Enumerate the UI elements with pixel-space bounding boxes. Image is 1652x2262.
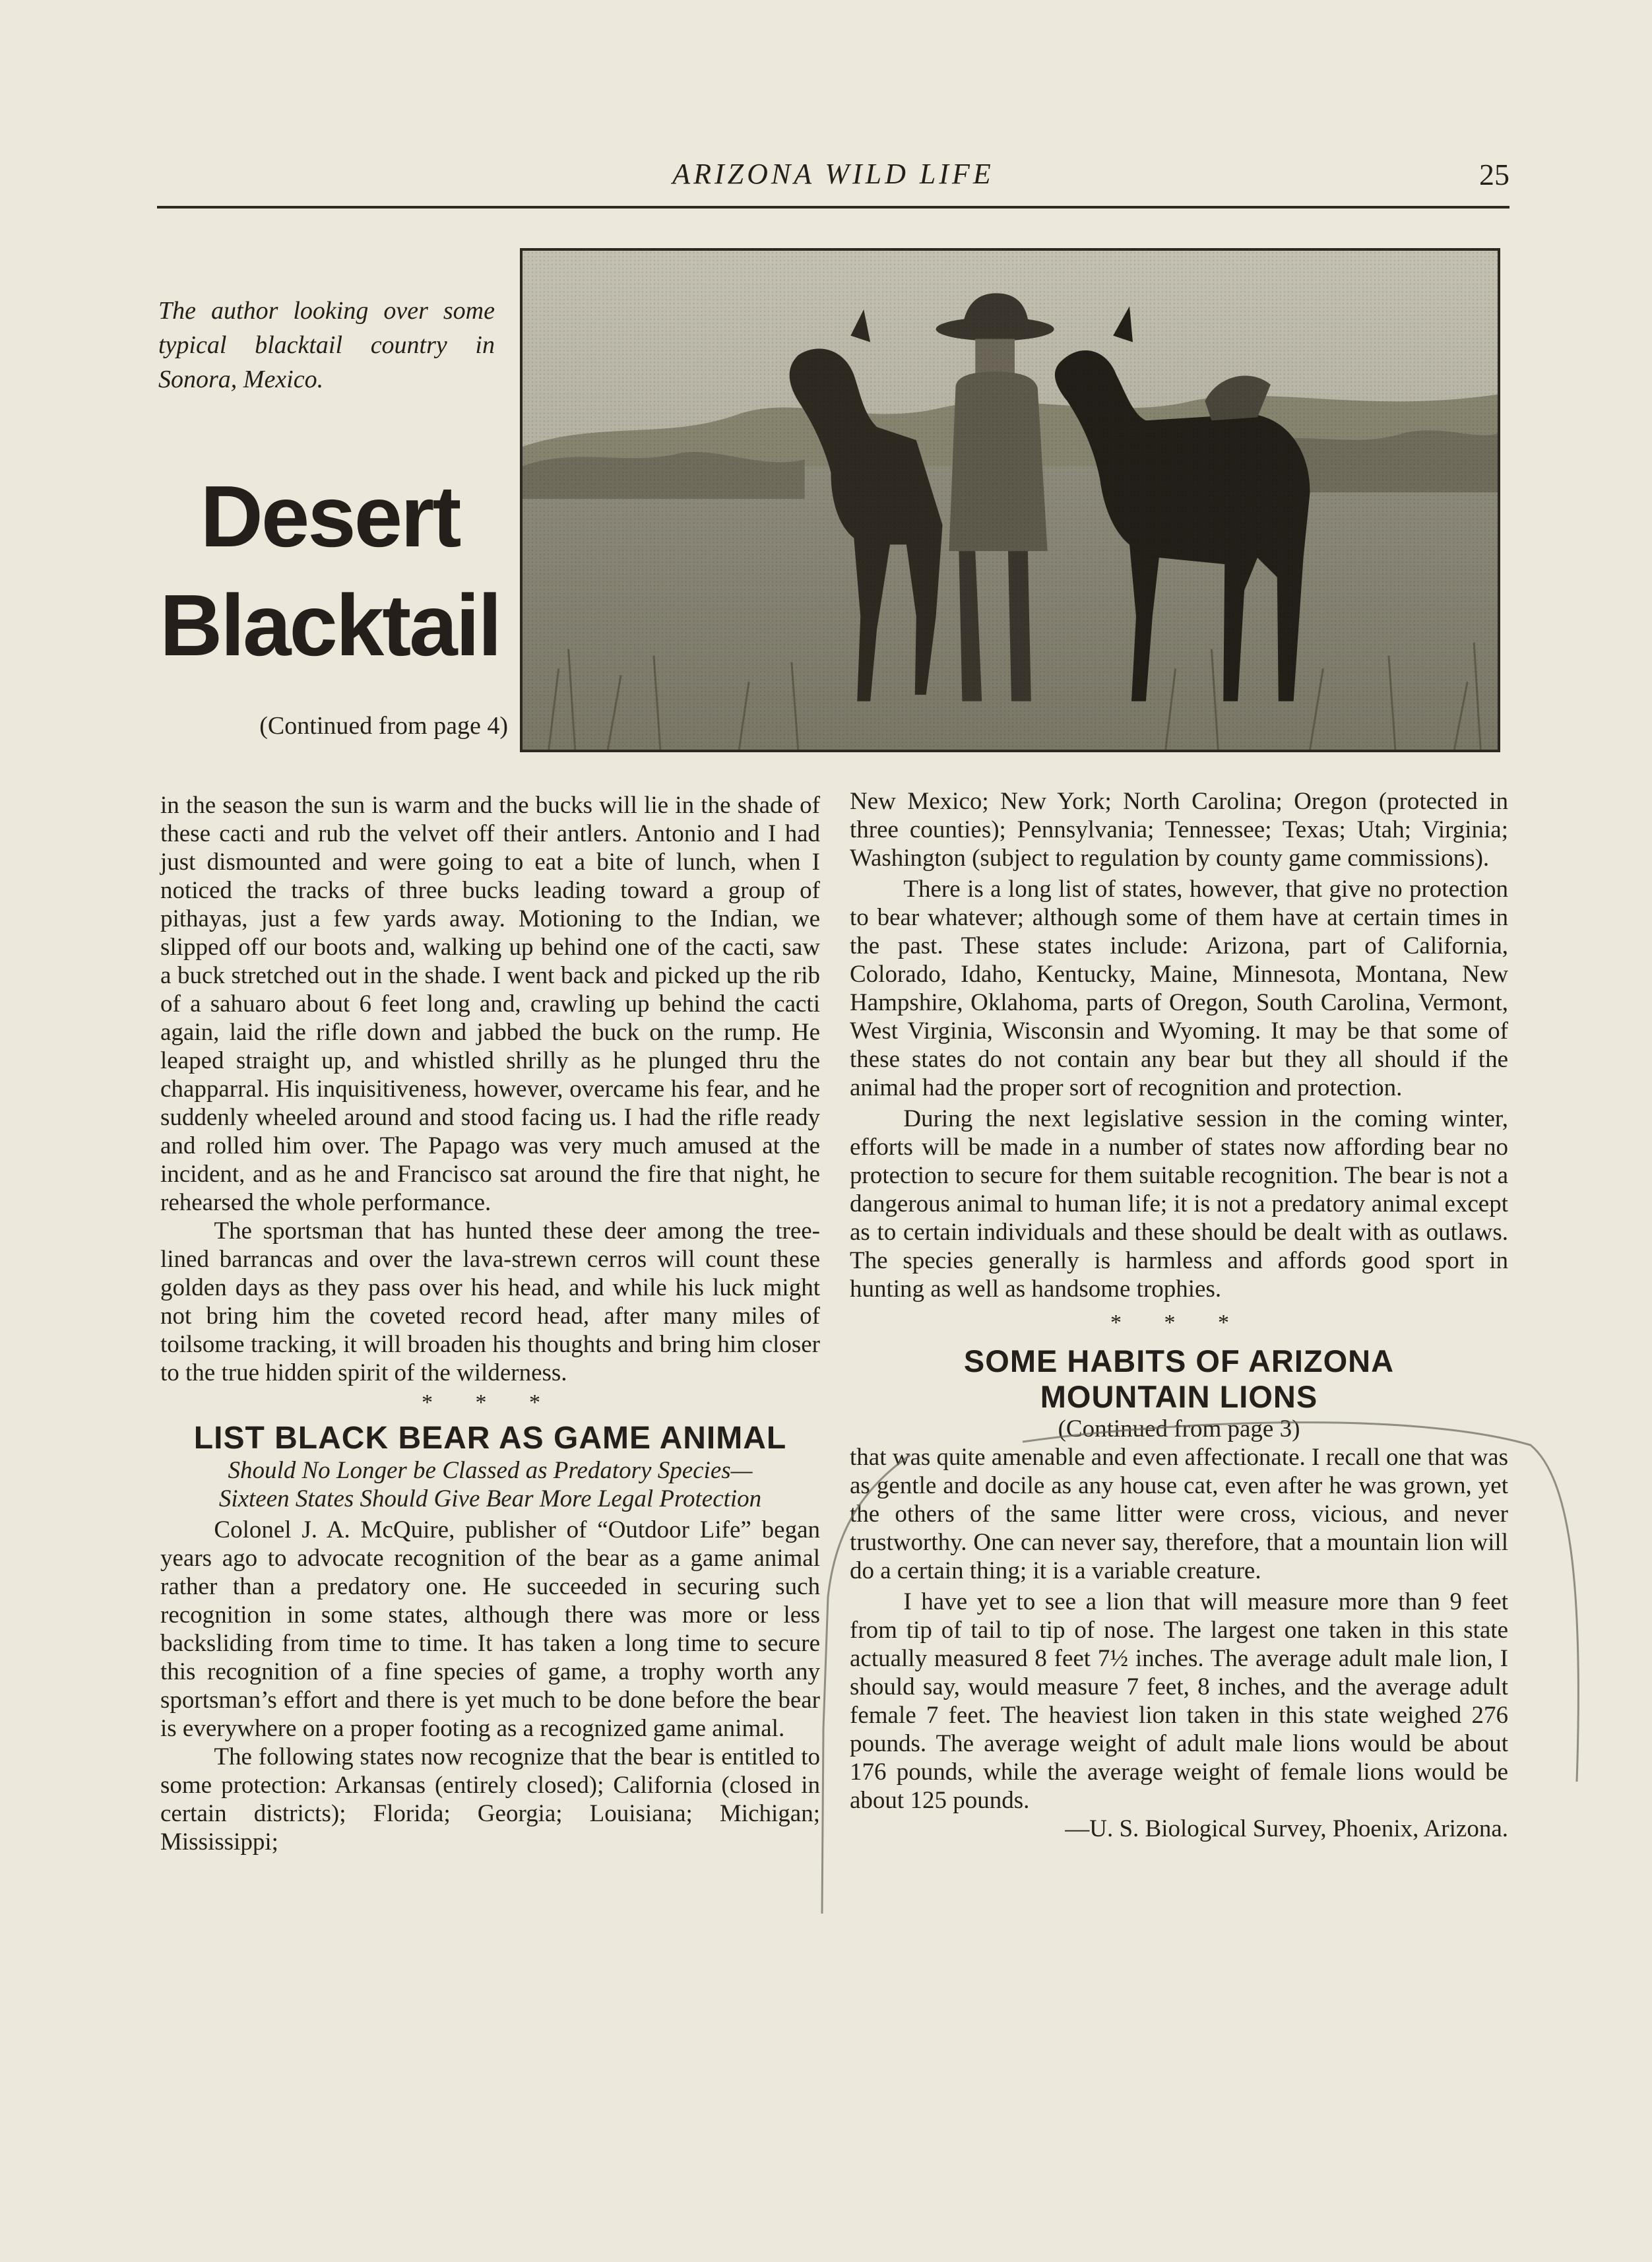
body-paragraph: Colonel J. A. McQuire, publisher of “Outdoor Life” began years ago to advocate recognition of the bear as a game animal rather than a predatory one. He succeeded in securing such recognition in some states, although there was more or less backsliding from time to time. It has taken a long time to secure this recognition of a fine species of game, a trophy worth any sportsman’s effort and there is yet much to be done before the bear is everywhere on a proper footing as a recognized game animal. — [160, 1516, 820, 1742]
section-subheading: Should No Longer be Classed as Predatory Species— Sixteen States Should Give Bear More Legal Protection — [218, 1457, 762, 1512]
right-column — [850, 787, 1508, 1843]
section-heading-line-2: MOUNTAIN LIONS — [1040, 1379, 1318, 1414]
section-separator: * * * — [422, 1390, 559, 1415]
body-paragraph: New Mexico; New York; North Carolina; Oregon (protected in three counties); Pennsylvania; Tennessee; Texas; Utah; Virginia; Washington (subject to regulation by county game commissions). — [850, 788, 1508, 872]
section-heading — [850, 1343, 1508, 1415]
header-rule — [157, 206, 1509, 209]
body-paragraph: I have yet to see a lion that will measure more than 9 feet from tip of tail to tip of nose. The largest one taken in this state actually measured 8 feet 7½ inches. The average adult male lion, I should say, would measure 7 feet, 8 inches, and the average adult female 7 feet. The heaviest lion taken in this state weighed 276 pounds. The average weight of adult male lions would be about 176 pounds, while the average weight of female lions would be about 125 pounds. — [850, 1588, 1508, 1814]
body-paragraph: During the next legislative session in the coming winter, efforts will be made in a number of states now affording bear no protection to secure for them suitable recognition. The bear is not a dangerous animal to human life; it is not a predatory animal except as to certain individuals and these should be dealt with as outlaws. The species generally is harmless and affords good sport in hunting as well as handsome trophies. — [850, 1105, 1508, 1303]
article-title-line-2: Blacktail — [160, 577, 500, 674]
article-title — [152, 462, 508, 680]
body-paragraph: that was quite amenable and even affectionate. I recall one that was as gentle and docile as any house cat, even after he was grown, yet the others of the same litter were cross, vicious, and never trustworthy. One can never say, therefore, that a mountain lion will do a certain thing; it is a variable creature. — [850, 1444, 1508, 1584]
photo-illustration — [523, 251, 1498, 750]
running-header — [157, 157, 1509, 197]
body-paragraph: There is a long list of states, however, that give no protection to bear whatever; although some of them have at certain times in the past. These states include: Arizona, part of California, Colorado, Idaho, Kentucky, Maine, Minnesota, Montana, New Hampshire, Oklahoma, parts of Oregon, South Carolina, Vermont, West Virginia, Wisconsin and Wyoming. It may be that some of these states do not contain any bear but they all should if the animal had the proper sort of recognition and protection. — [850, 876, 1508, 1101]
page-number: 25 — [1479, 158, 1509, 191]
body-paragraph: The following states now recognize that the bear is entitled to some protection: Arkansas (entirely closed); California (closed in certain districts); Florida; Georgia; Louisiana; Michigan; Mississippi; — [160, 1743, 820, 1856]
article-title-line-1: Desert — [200, 468, 460, 565]
continued-note: (Continued from page 3) — [1058, 1415, 1300, 1442]
section-heading-line-1: SOME HABITS OF ARIZONA — [963, 1343, 1395, 1378]
body-paragraph: in the season the sun is warm and the bucks will lie in the shade of these cacti and rub the velvet off their antlers. Antonio and I had just dismounted and were going to eat a bite of lunch, when I noticed the tracks of three bucks leading toward a group of pithayas, just a few yards away. Motioning to the Indian, we slipped off our boots and, walking up behind one of the cacti, saw a buck stretched out in the shade. I went back and picked up the rib of a sahuaro about 6 feet long and, crawling up behind the cacti again, laid the rifle down and jabbed the buck on the rump. He leaped straight up, and whistled shrilly as he plunged thru the chapparral. His inquisitiveness, however, overcame his fear, and he suddenly wheeled around and stood facing us. I had the rifle ready and rolled him over. The Papago was very much amused at the incident, and as he and Francisco sat around the fire that night, he rehearsed the whole performance. — [160, 792, 820, 1216]
photo-caption: The author looking over some typical blacktail country in Sonora, Mexico. — [158, 297, 495, 393]
signature: —U. S. Biological Survey, Phoenix, Arizona. — [1065, 1815, 1508, 1842]
left-column — [160, 791, 820, 1856]
body-paragraph: The sportsman that has hunted these deer among the tree-lined barrancas and over the lava-strewn cerros will count these golden days as they pass over his head, and while his luck might not bring him the coveted record head, after many miles of toilsome tracking, it will broaden his thoughts and bring him closer to the true hidden spirit of the wilderness. — [160, 1217, 820, 1386]
continued-note: (Continued from page 4) — [259, 712, 508, 740]
section-separator: * * * — [1110, 1310, 1248, 1335]
running-title: ARIZONA WILD LIFE — [672, 158, 994, 190]
section-heading: LIST BLACK BEAR AS GAME ANIMAL — [193, 1421, 787, 1456]
halftone-photo — [520, 248, 1500, 752]
